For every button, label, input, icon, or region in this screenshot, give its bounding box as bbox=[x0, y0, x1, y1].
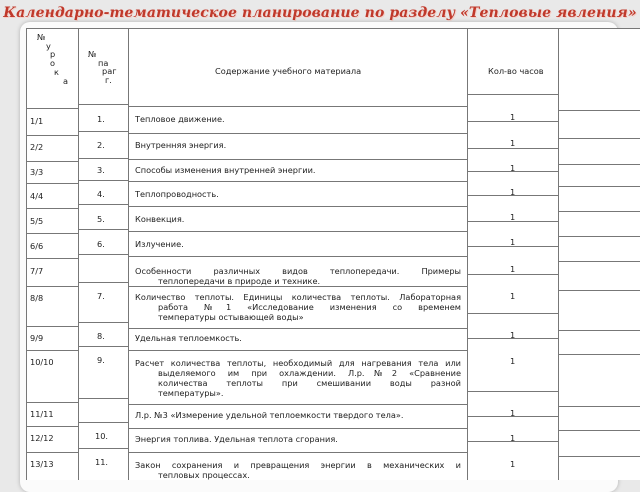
content-row-line bbox=[128, 286, 467, 287]
hours-cell: 1 bbox=[510, 291, 516, 301]
paragraph-number: 11. bbox=[95, 457, 109, 467]
header-paragraph-char: № bbox=[88, 49, 97, 59]
lesson-number: 9/9 bbox=[30, 333, 44, 343]
content-line: выделяемого им при охлаждении. Л.р.№2 «Сравнение bbox=[158, 368, 461, 378]
lesson-number: 6/6 bbox=[30, 241, 44, 251]
lesson-number: 7/7 bbox=[30, 266, 44, 276]
lesson-row-line bbox=[26, 233, 78, 234]
extra-row-line bbox=[558, 354, 640, 355]
hours-row-line bbox=[467, 148, 558, 149]
hours-row-line bbox=[467, 94, 558, 95]
content-line: температуры остывающей воды» bbox=[158, 312, 304, 322]
hours-cell: 1 bbox=[510, 330, 516, 340]
content-row-line bbox=[128, 159, 467, 160]
extra-row-line bbox=[558, 164, 640, 165]
hours-row-line bbox=[467, 313, 558, 314]
content-cell: Конвекция. bbox=[135, 214, 185, 224]
hours-cell: 1 bbox=[510, 459, 516, 469]
hours-cell: 1 bbox=[510, 212, 516, 222]
content-cell: Л.р. №3 «Измерение удельной теплоемкости твердого тела». bbox=[135, 410, 404, 420]
paragraph-number: 2. bbox=[97, 140, 105, 150]
paragraph-number: 10. bbox=[95, 431, 109, 441]
paragraph-row-line bbox=[78, 131, 128, 132]
content-line: температуры». bbox=[158, 388, 224, 398]
paragraph-row-line bbox=[78, 448, 128, 449]
header-lesson-char: у bbox=[46, 40, 51, 51]
content-cell: Теплопроводность. bbox=[135, 189, 219, 199]
content-line: Количество теплоты. Единицы количества теплоты. Лабораторная bbox=[135, 292, 461, 302]
content-line: Расчет количества теплоты, необходимый для нагревания тела или bbox=[135, 358, 461, 368]
content-cell: Тепловое движение. bbox=[135, 114, 225, 124]
content-cell bbox=[135, 266, 461, 286]
hours-row-line bbox=[467, 274, 558, 275]
header-lesson-char: а bbox=[63, 75, 69, 86]
content-row-line bbox=[128, 133, 467, 134]
header-lesson-char: к bbox=[54, 66, 59, 77]
lesson-row-line bbox=[26, 108, 78, 109]
planning-table bbox=[26, 28, 640, 480]
hours-cell: 1 bbox=[510, 356, 516, 366]
hours-row-line bbox=[467, 391, 558, 392]
content-cell: Способы изменения внутренней энергии. bbox=[135, 165, 316, 175]
table-border-top bbox=[26, 28, 640, 29]
content-row-line bbox=[128, 206, 467, 207]
content-line: теплопередачи в природе и технике. bbox=[158, 276, 321, 286]
content-cell: Внутренняя энергия. bbox=[135, 140, 227, 150]
col-divider-content bbox=[467, 28, 468, 480]
paragraph-row-line bbox=[78, 346, 128, 347]
content-line: Особенности различных видов теплопередачи. Примеры bbox=[135, 266, 461, 276]
content-row-line bbox=[128, 256, 467, 257]
lesson-number: 8/8 bbox=[30, 293, 44, 303]
hours-cell: 1 bbox=[510, 163, 516, 173]
lesson-row-line bbox=[26, 183, 78, 184]
lesson-number: 5/5 bbox=[30, 216, 44, 226]
table-border-left bbox=[26, 28, 27, 480]
hours-cell: 1 bbox=[510, 264, 516, 274]
paragraph-row-line bbox=[78, 254, 128, 255]
lesson-row-line bbox=[26, 350, 78, 351]
page-title: Календарно-тематическое планирование по разделу «Тепловые явления» bbox=[3, 5, 637, 21]
lesson-row-line bbox=[26, 452, 78, 453]
paragraph-row-line bbox=[78, 204, 128, 205]
paragraph-number: 3. bbox=[97, 165, 105, 175]
content-cell: Удельная теплоемкость. bbox=[135, 333, 242, 343]
paragraph-row-line bbox=[78, 158, 128, 159]
header-lesson-char: о bbox=[50, 58, 56, 69]
extra-row-line bbox=[558, 261, 640, 262]
paragraph-number: 5. bbox=[97, 214, 105, 224]
col-divider-paragraph bbox=[128, 28, 129, 480]
paragraph-row-line bbox=[78, 282, 128, 283]
extra-row-line bbox=[558, 330, 640, 331]
paragraph-row-line bbox=[78, 180, 128, 181]
extra-row-line bbox=[558, 236, 640, 237]
content-cell: Энергия топлива. Удельная теплота сгорания. bbox=[135, 434, 338, 444]
paragraph-number: 6. bbox=[97, 239, 105, 249]
lesson-row-line bbox=[26, 402, 78, 403]
extra-row-line bbox=[558, 290, 640, 291]
lesson-row-line bbox=[26, 286, 78, 287]
paragraph-number: 9. bbox=[97, 355, 105, 365]
paragraph-number: 8. bbox=[97, 331, 105, 341]
content-line: тепловых процессах. bbox=[158, 470, 250, 480]
content-row-line bbox=[128, 404, 467, 405]
paragraph-row-line bbox=[78, 104, 128, 105]
lesson-number: 3/3 bbox=[30, 167, 44, 177]
lesson-row-line bbox=[26, 426, 78, 427]
extra-row-line bbox=[558, 138, 640, 139]
lesson-row-line bbox=[26, 135, 78, 136]
lesson-row-line bbox=[26, 258, 78, 259]
paragraph-number: 1. bbox=[97, 114, 105, 124]
extra-row-line bbox=[558, 406, 640, 407]
hours-cell: 1 bbox=[510, 187, 516, 197]
hours-cell: 1 bbox=[510, 433, 516, 443]
lesson-number: 13/13 bbox=[30, 459, 54, 469]
paragraph-row-line bbox=[78, 422, 128, 423]
extra-row-line bbox=[558, 211, 640, 212]
content-row-line bbox=[128, 106, 467, 107]
lesson-number: 4/4 bbox=[30, 191, 44, 201]
hours-cell: 1 bbox=[510, 237, 516, 247]
header-content: Содержание учебного материала bbox=[215, 66, 362, 76]
content-cell bbox=[135, 292, 461, 322]
paragraph-row-line bbox=[78, 322, 128, 323]
content-line: Закон сохранения и превращения энергии в механических и bbox=[135, 460, 461, 470]
lesson-number: 10/10 bbox=[30, 357, 54, 367]
header-hours: Кол-во часов bbox=[488, 66, 544, 76]
lesson-number: 12/12 bbox=[30, 433, 54, 443]
paragraph-row-line bbox=[78, 229, 128, 230]
header-lesson-char: № bbox=[37, 32, 46, 42]
content-row-line bbox=[128, 181, 467, 182]
content-cell: Излучение. bbox=[135, 239, 184, 249]
col-divider-hours bbox=[558, 28, 559, 480]
hours-cell: 1 bbox=[510, 138, 516, 148]
content-row-line bbox=[128, 452, 467, 453]
content-row-line bbox=[128, 428, 467, 429]
extra-row-line bbox=[558, 110, 640, 111]
content-cell bbox=[135, 358, 461, 398]
content-row-line bbox=[128, 328, 467, 329]
paragraph-row-line bbox=[78, 398, 128, 399]
header-paragraph-char: раг bbox=[102, 66, 117, 77]
lesson-number: 1/1 bbox=[30, 116, 44, 126]
header-paragraph-number bbox=[88, 50, 128, 85]
header-lesson-number bbox=[36, 33, 76, 85]
content-cell bbox=[135, 460, 461, 480]
header-lesson-char: р bbox=[50, 49, 56, 60]
extra-row-line bbox=[558, 430, 640, 431]
content-row-line bbox=[128, 231, 467, 232]
lesson-row-line bbox=[26, 208, 78, 209]
extra-row-line bbox=[558, 186, 640, 187]
header-paragraph-char: па bbox=[98, 57, 109, 68]
hours-cell: 1 bbox=[510, 112, 516, 122]
content-line: работа №1 «Исследование изменения со временем bbox=[158, 302, 461, 312]
extra-row-line bbox=[558, 456, 640, 457]
lesson-number: 2/2 bbox=[30, 142, 44, 152]
header-paragraph-char: г. bbox=[105, 75, 112, 86]
lesson-row-line bbox=[26, 161, 78, 162]
paragraph-number: 4. bbox=[97, 189, 105, 199]
content-row-line bbox=[128, 350, 467, 351]
content-line: количества теплоты при смешивании воды разной bbox=[158, 378, 461, 388]
lesson-row-line bbox=[26, 326, 78, 327]
paragraph-number: 7. bbox=[97, 291, 105, 301]
lesson-number: 11/11 bbox=[30, 409, 54, 419]
hours-cell: 1 bbox=[510, 408, 516, 418]
